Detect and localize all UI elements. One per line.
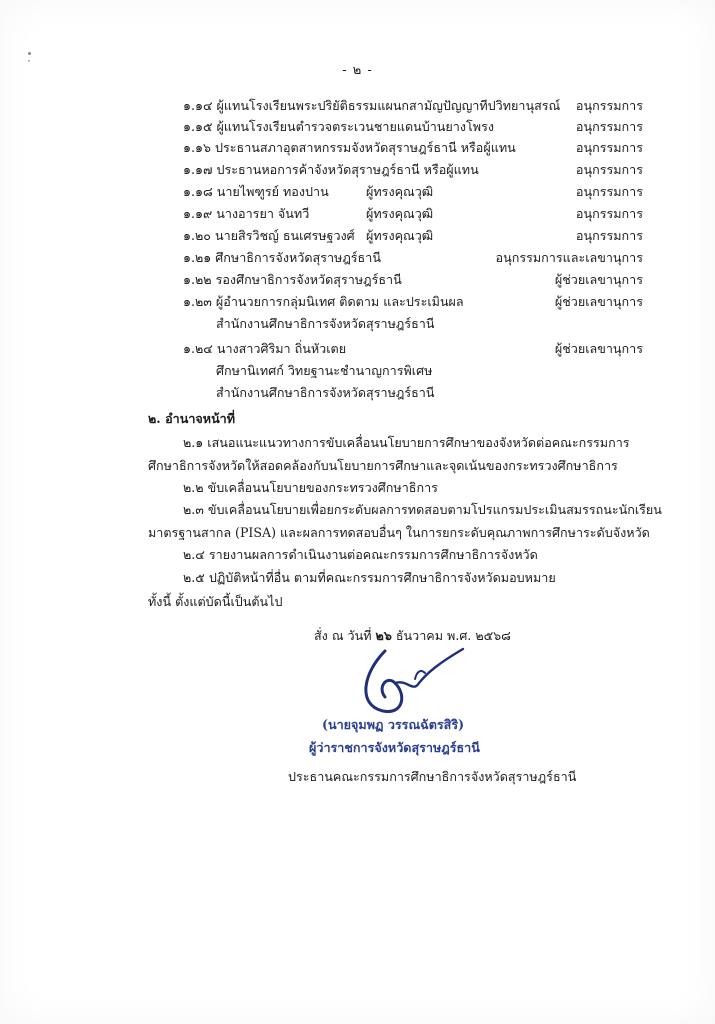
member-item: ๑.๑๕ ผู้แทนโรงเรียนตำรวจตระเวนชายแดนบ้านยางโพรง	[183, 119, 494, 134]
member-item: ๑.๑๙ นางอารยา จันทวี	[183, 206, 310, 221]
member-item-detail: ศึกษานิเทศก์ วิทยฐานะชำนาญการพิเศษ	[216, 363, 433, 378]
order-date	[314, 630, 511, 643]
duty-item: ๒.๕ ปฏิบัติหน้าที่อื่น ตามที่คณะกรรมการศึกษาธิการจังหวัดมอบหมาย	[183, 570, 556, 585]
member-role: ผู้ช่วยเลขานุการ	[554, 272, 643, 287]
member-role: อนุกรรมการ	[575, 184, 643, 199]
member-role: อนุกรรมการ	[575, 119, 643, 134]
signatory-position: ผู้ว่าราชการจังหวัดสุราษฎร์ธานี	[309, 740, 480, 755]
member-role: อนุกรรมการ	[575, 140, 643, 155]
order-date-prefix: สั่ง ณ วันที่	[314, 628, 372, 643]
member-role: อนุกรรมการ	[575, 98, 643, 113]
member-role: อนุกรรมการ	[575, 228, 643, 243]
member-qualification: ผู้ทรงคุณวุฒิ	[366, 184, 434, 199]
member-item-detail: สำนักงานศึกษาธิการจังหวัดสุราษฎร์ธานี	[216, 385, 435, 400]
scan-speck	[28, 52, 31, 55]
order-date-day: ๒๖	[375, 628, 392, 643]
member-role: ผู้ช่วยเลขานุการ	[554, 294, 643, 309]
member-item: ๑.๒๔ นางสาวศิริมา ถิ่นหัวเตย	[183, 341, 347, 356]
signatory-name: (นายจุมพฏ วรรณฉัตรสิริ)	[322, 717, 465, 732]
duties-heading: ๒. อำนาจหน้าที่	[148, 411, 236, 426]
member-role: อนุกรรมการและเลขานุการ	[495, 250, 643, 265]
duty-item: ๒.๔ รายงานผลการดำเนินงานต่อคณะกรรมการศึกษาธิการจังหวัด	[183, 547, 538, 562]
handwritten-signature	[355, 643, 475, 723]
member-role: อนุกรรมการ	[575, 162, 643, 177]
order-date-month-year: ธันวาคม พ.ศ. ๒๕๖๘	[395, 628, 511, 643]
member-item: ๑.๑๖ ประธานสภาอุตสาหกรรมจังหวัดสุราษฎร์ธานี หรือผู้แทน	[183, 140, 516, 155]
member-item: ๑.๑๔ ผู้แทนโรงเรียนพระปริยัติธรรมแผนกสามัญปัญญาทีปวิทยานุสรณ์	[183, 98, 561, 113]
duty-item: ๒.๒ ขับเคลื่อนนโยบายของกระทรวงศึกษาธิการ	[183, 480, 438, 495]
duty-item-continued: ศึกษาธิการจังหวัดให้สอดคล้องกับนโยบายการศึกษาและจุดเน้นของกระทรวงศึกษาธิการ	[148, 458, 618, 473]
signatory-title: ประธานคณะกรรมการศึกษาธิการจังหวัดสุราษฎร์ธานี	[288, 769, 577, 784]
member-item: ๑.๑๘ นายไพฑูรย์ ทองปาน	[183, 184, 329, 199]
duty-item: ๒.๓ ขับเคลื่อนนโยบายเพื่อยกระดับผลการทดสอบตามโปรแกรมประเมินสมรรถนะนักเรียน	[183, 502, 662, 517]
member-item: ๑.๑๗ ประธานหอการค้าจังหวัดสุราษฎร์ธานี หรือผู้แทน	[183, 162, 479, 177]
closing-statement: ทั้งนี้ ตั้งแต่บัดนี้เป็นต้นไป	[148, 594, 283, 609]
page-number: - ๒ -	[342, 63, 373, 78]
member-item: ๑.๒๐ นายสิรวิชญ์ ธนเศรษฐวงศ์	[183, 228, 355, 243]
member-role: ผู้ช่วยเลขานุการ	[554, 341, 643, 356]
member-role: อนุกรรมการ	[575, 206, 643, 221]
member-item: ๑.๒๑ ศึกษาธิการจังหวัดสุราษฎร์ธานี	[183, 250, 381, 265]
duty-item-continued: มาตรฐานสากล (PISA) และผลการทดสอบอื่นๆ ในการยกระดับคุณภาพการศึกษาระดับจังหวัด	[148, 525, 650, 540]
member-item-detail: สำนักงานศึกษาธิการจังหวัดสุราษฎร์ธานี	[216, 316, 435, 331]
member-qualification: ผู้ทรงคุณวุฒิ	[366, 228, 434, 243]
member-item: ๑.๒๓ ผู้อำนวยการกลุ่มนิเทศ ติดตาม และประเมินผล	[183, 294, 464, 309]
member-qualification: ผู้ทรงคุณวุฒิ	[366, 206, 434, 221]
member-item: ๑.๒๒ รองศึกษาธิการจังหวัดสุราษฎร์ธานี	[183, 272, 402, 287]
duty-item: ๒.๑ เสนอแนะแนวทางการขับเคลื่อนนโยบายการศึกษาของจังหวัดต่อคณะกรรมการ	[183, 435, 630, 450]
